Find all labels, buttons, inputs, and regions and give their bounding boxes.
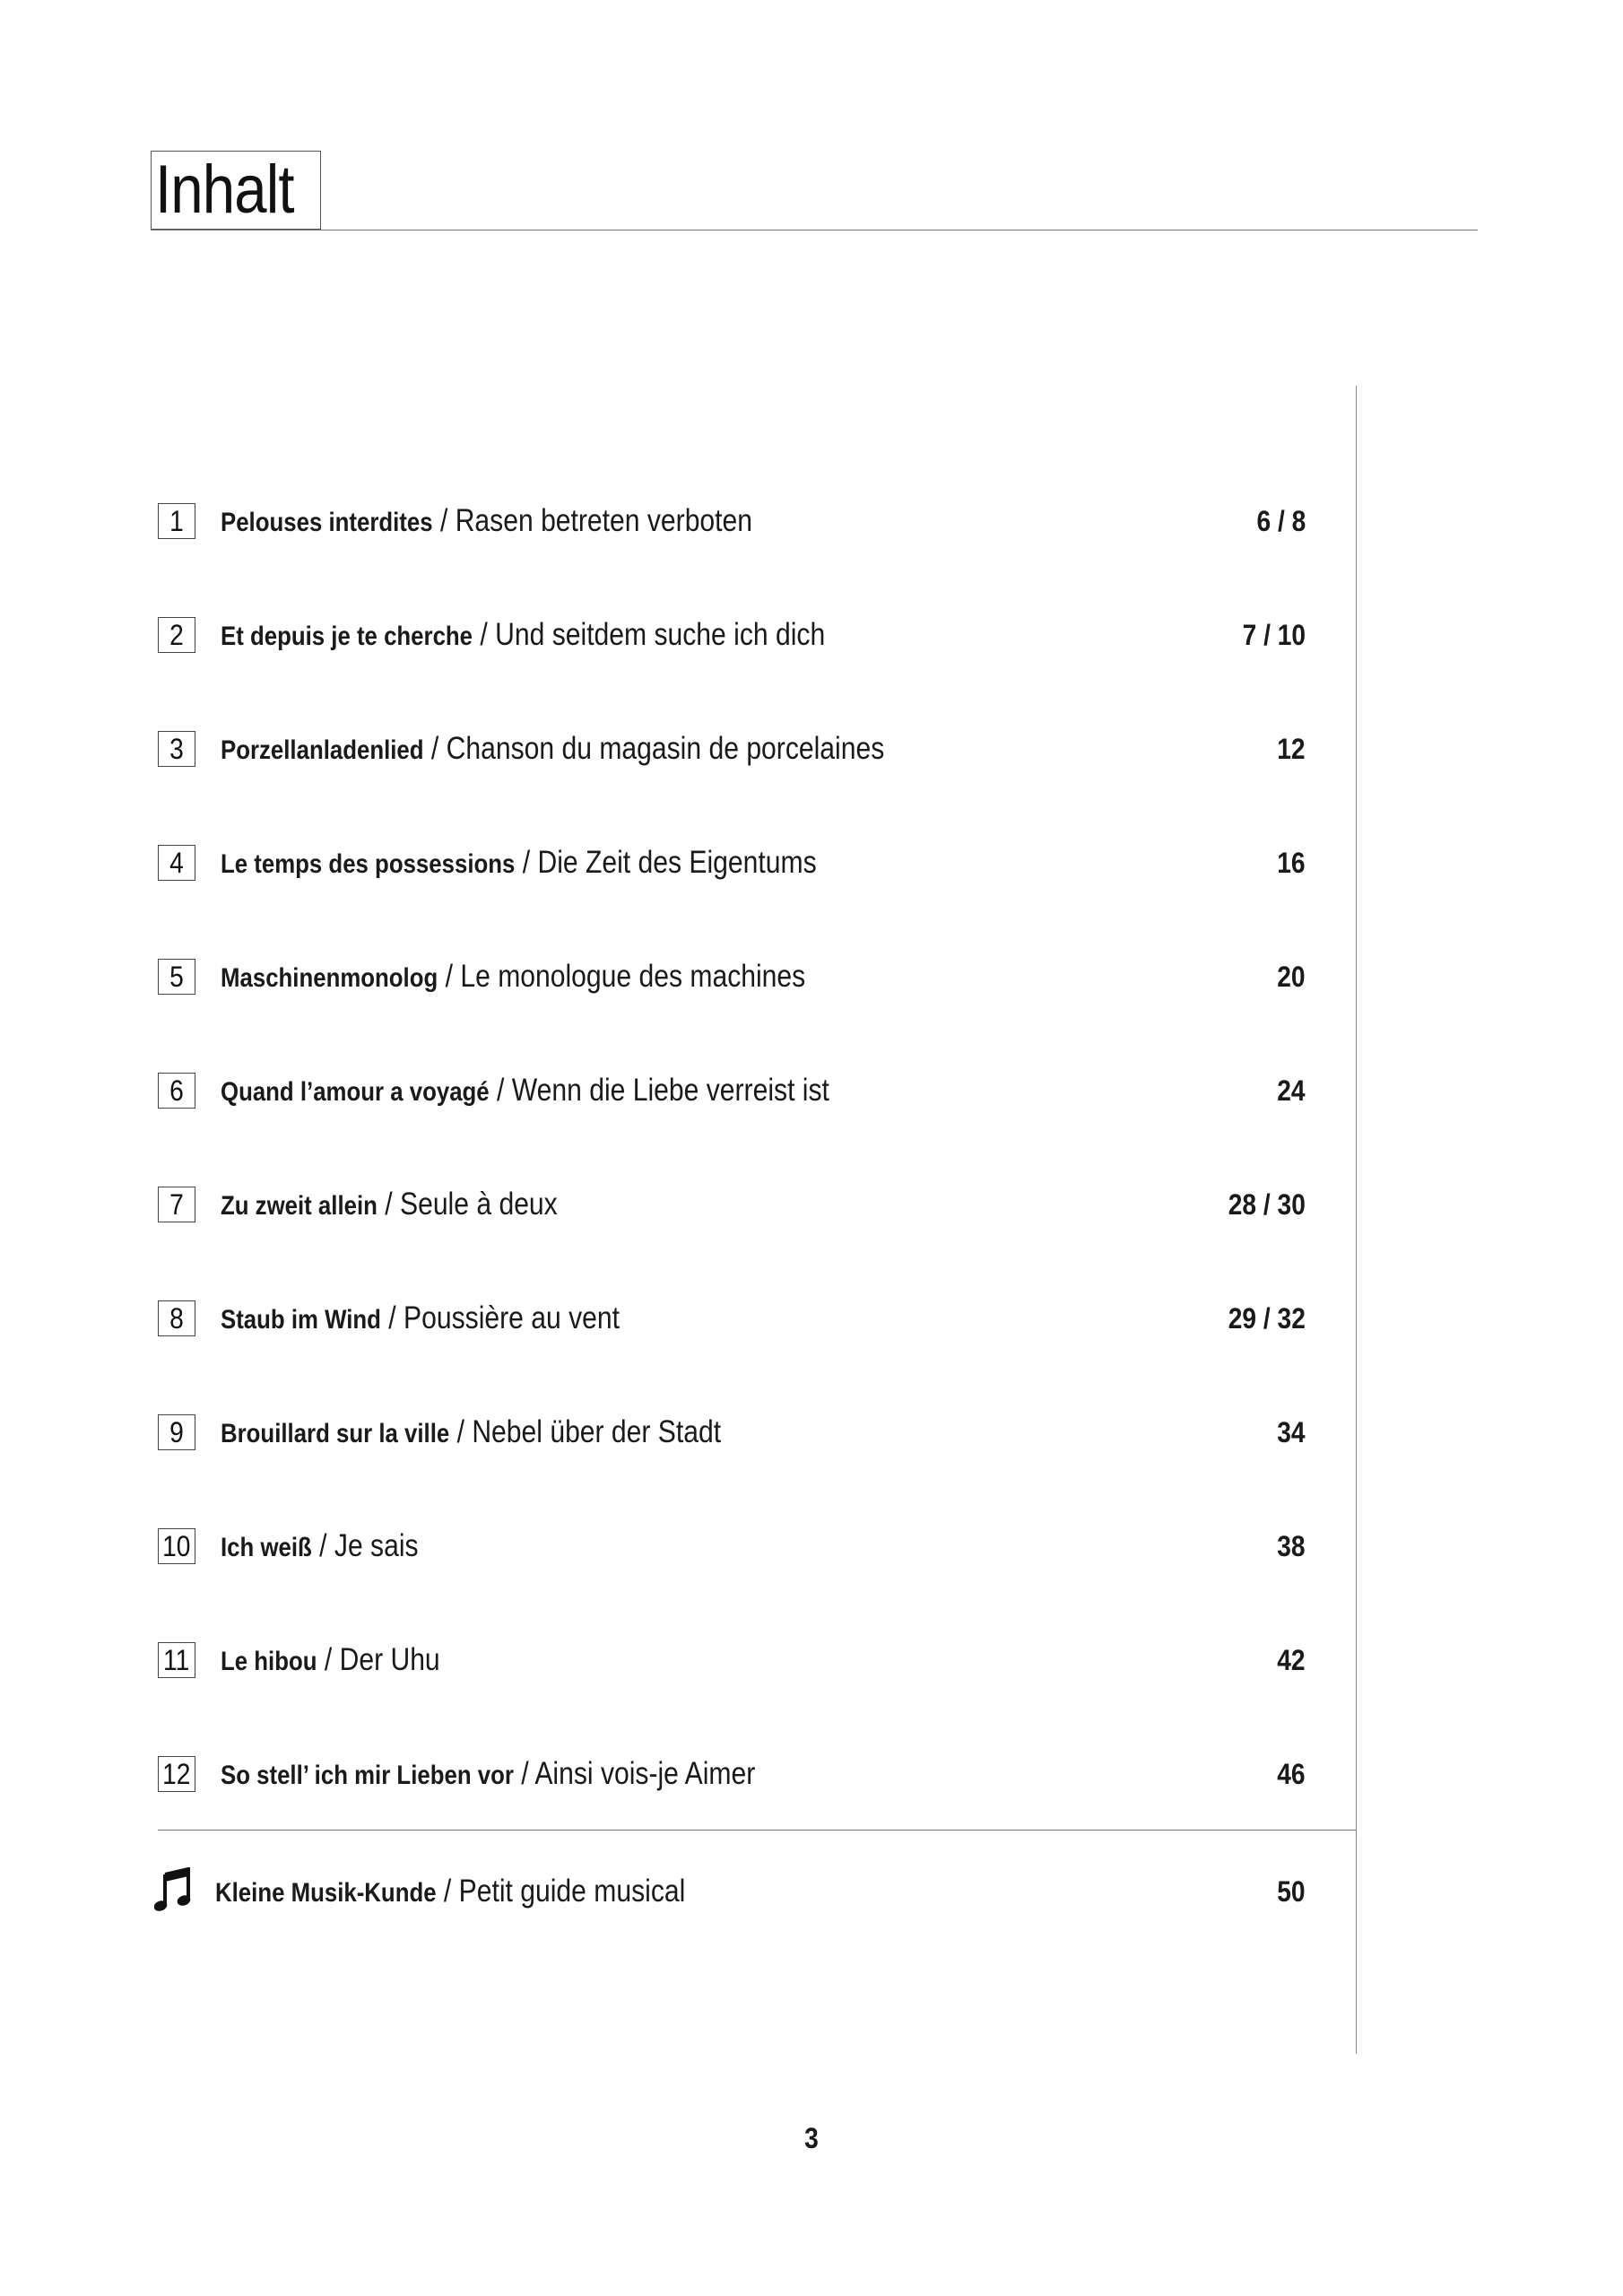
entry-page: 34 [1277,1416,1306,1448]
table-of-contents [158,495,1306,1862]
toc-entry[interactable] [158,495,1306,609]
entry-page: 28 / 30 [1228,1188,1306,1221]
title-bold: So stell’ ich mir Lieben vor [221,1761,514,1790]
entry-number: 7 [158,1187,195,1222]
title-regular: Le monologue des machines [460,959,806,994]
entry-number: 4 [158,845,195,881]
entry-title [221,1182,558,1229]
title-bold: Staub im Wind [221,1305,381,1335]
title-separator: / [489,1073,512,1108]
music-guide-entry[interactable] [154,1867,1306,1921]
title-regular: Der Uhu [339,1642,440,1677]
title-regular: Und seitdem suche ich dich [495,617,826,652]
entry-page: 6 / 8 [1256,505,1306,537]
entry-title [221,840,817,887]
entry-number: 9 [158,1414,195,1450]
entry-number: 5 [158,959,195,995]
entry-title [221,954,805,1001]
title-regular: Nebel über der Stadt [472,1414,722,1449]
title-bold: Zu zweit allein [221,1191,378,1221]
title-regular: Chanson du magasin de porcelaines [446,731,885,766]
guide-title-separator: / [436,1874,459,1909]
vertical-divider [1356,386,1357,2054]
entry-title [221,1296,620,1343]
guide-title-bold: Kleine Musik-Kunde [215,1878,437,1908]
page-title: Inhalt [155,152,294,228]
title-separator: / [438,959,461,994]
toc-entry[interactable] [158,1065,1306,1178]
music-note-icon [154,1867,194,1914]
entry-page: 20 [1277,961,1306,993]
title-separator: / [423,731,447,766]
title-separator: / [432,503,456,538]
title-regular: Die Zeit des Eigentums [537,845,817,880]
title-separator: / [515,845,538,880]
guide-title-regular: Petit guide musical [458,1874,686,1909]
toc-entry[interactable] [158,951,1306,1065]
guide-page: 50 [1277,1875,1306,1908]
entry-number: 2 [158,617,195,653]
title-bold: Maschinenmonolog [221,963,438,993]
title-separator: / [473,617,496,652]
toc-entry[interactable] [158,609,1306,723]
entry-title [221,613,825,659]
entry-page: 38 [1277,1530,1306,1562]
entry-page: 12 [1277,733,1306,765]
guide-title [215,1869,685,1916]
entry-number: 12 [158,1756,195,1792]
entry-number: 3 [158,731,195,767]
page-title-box [151,151,321,230]
title-regular: Ainsi vois-je Aimer [534,1756,756,1791]
entry-number: 1 [158,503,195,539]
entry-number: 6 [158,1073,195,1109]
entry-title [221,1410,721,1457]
guide-divider [158,1830,1357,1831]
entry-title [221,1524,419,1570]
title-regular: Je sais [334,1528,419,1563]
entry-number: 11 [158,1642,195,1678]
entry-page: 29 / 32 [1228,1302,1306,1335]
title-bold: Brouillard sur la ville [221,1419,450,1448]
entry-page: 16 [1277,847,1306,879]
page-number: 3 [804,2122,819,2154]
title-regular: Rasen betreten verboten [455,503,753,538]
page-header [151,151,1478,231]
title-bold: Quand l’amour a voyagé [221,1077,490,1107]
title-bold: Et depuis je te cherche [221,622,473,651]
title-bold: Porzellanladenlied [221,735,424,765]
title-separator: / [377,1187,401,1222]
toc-entry[interactable] [158,1292,1306,1406]
title-regular: Seule à deux [400,1187,558,1222]
title-separator: / [380,1300,404,1335]
entry-page: 42 [1277,1644,1306,1676]
title-regular: Wenn die Liebe verreist ist [511,1073,829,1108]
title-bold: Le hibou [221,1647,317,1676]
toc-entry[interactable] [158,723,1306,837]
entry-page: 7 / 10 [1242,619,1306,651]
toc-entry[interactable] [158,1634,1306,1748]
entry-page: 24 [1277,1074,1306,1107]
entry-title [221,1638,440,1684]
toc-entry[interactable] [158,1748,1306,1862]
entry-title [221,1068,829,1115]
title-bold: Ich weiß [221,1533,312,1562]
entry-title [221,1752,755,1798]
entry-title [221,499,752,545]
title-regular: Poussière au vent [404,1300,620,1335]
toc-entry[interactable] [158,1406,1306,1520]
title-bold: Le temps des possessions [221,849,516,879]
title-bold: Pelouses interdites [221,508,433,537]
title-separator: / [449,1414,473,1449]
toc-entry[interactable] [158,1520,1306,1634]
toc-entry[interactable] [158,837,1306,951]
entry-number: 10 [158,1528,195,1564]
title-separator: / [513,1756,535,1791]
entry-title [221,726,884,773]
entry-number: 8 [158,1300,195,1336]
title-separator: / [317,1642,340,1677]
entry-page: 46 [1277,1758,1306,1790]
toc-entry[interactable] [158,1178,1306,1292]
title-separator: / [311,1528,334,1563]
